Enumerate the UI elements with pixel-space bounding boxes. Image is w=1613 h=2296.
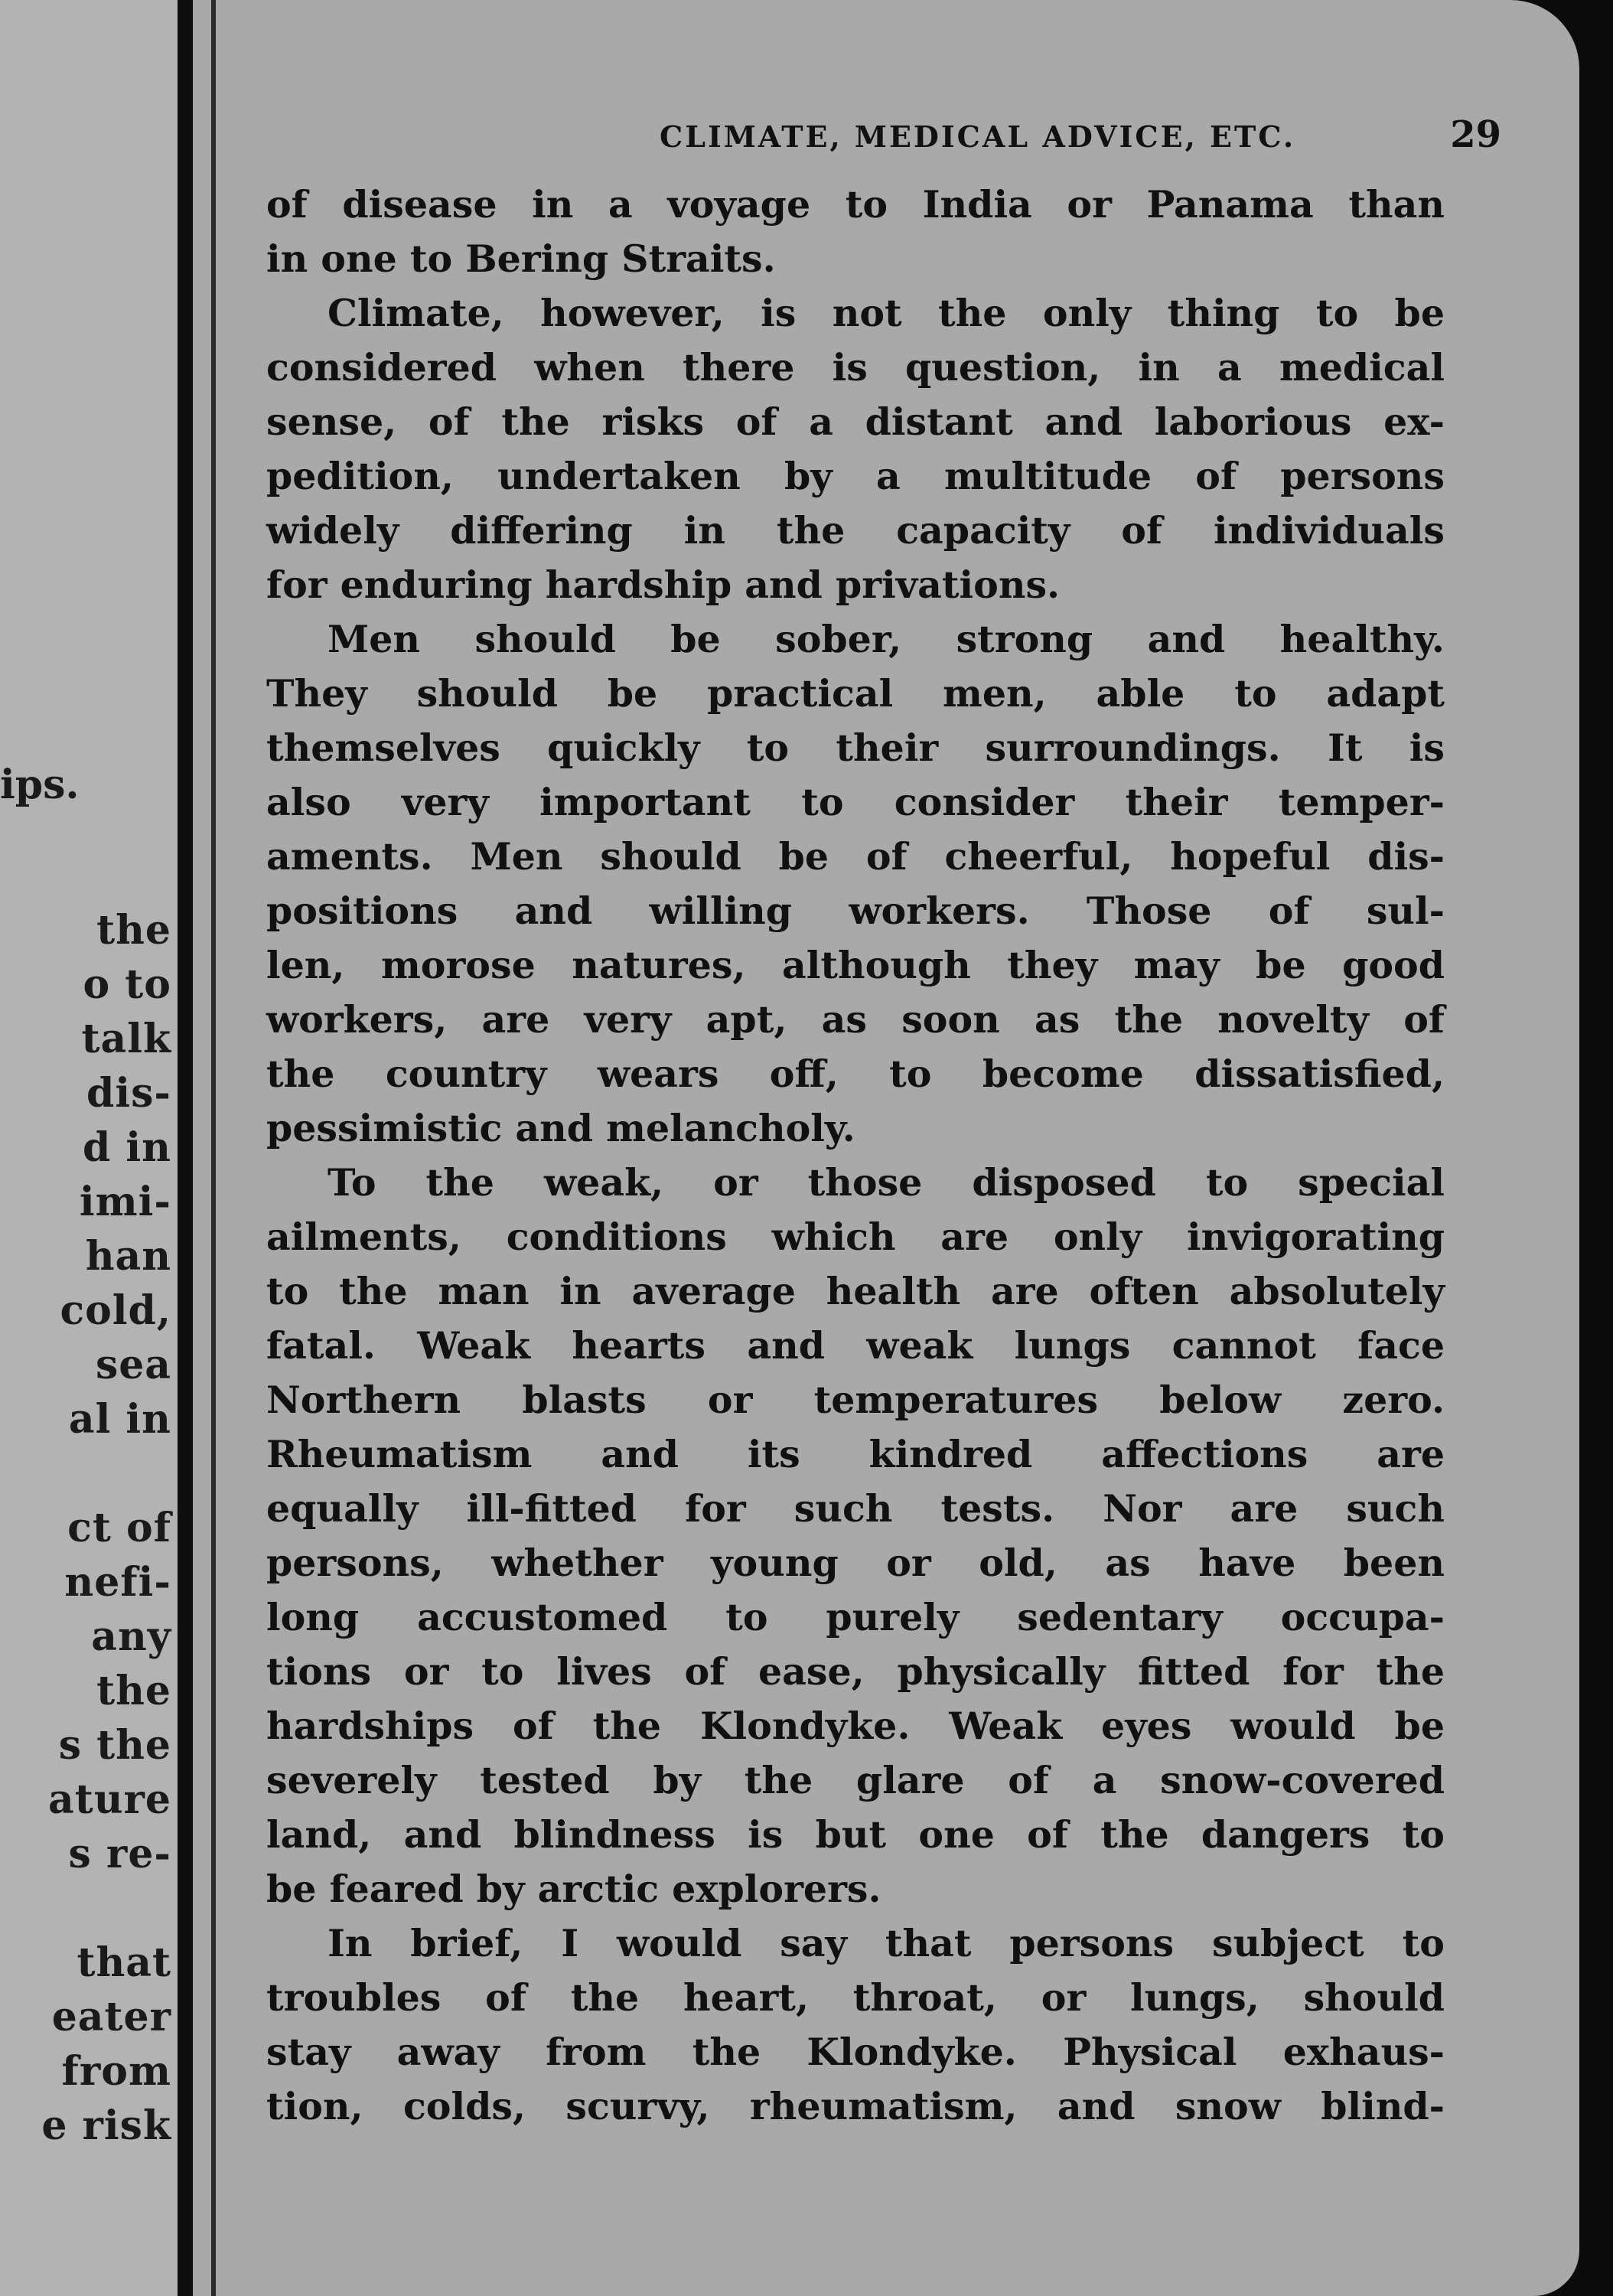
text-line: persons, whether young or old, as have been — [266, 1541, 1445, 1585]
previous-page-line: eater — [51, 1994, 171, 2040]
text-line: ailments, conditions which are only invigorating — [266, 1215, 1445, 1259]
text-line: be feared by arctic explorers. — [266, 1867, 881, 1911]
running-head — [461, 113, 1501, 156]
text-line: len, morose natures, although they may be good — [266, 943, 1445, 987]
text-line: aments. Men should be of cheerful, hopeful dis- — [266, 834, 1445, 879]
body-text — [266, 178, 1445, 2134]
previous-page-line: cold, — [60, 1287, 171, 1334]
previous-page-line: d in — [82, 1124, 171, 1171]
text-line: of disease in a voyage to India or Panama than — [266, 182, 1445, 227]
previous-page-line: nefi- — [64, 1559, 171, 1606]
previous-page-line: dis- — [86, 1070, 171, 1117]
text-line: positions and willing workers. Those of sul- — [266, 889, 1445, 933]
previous-page-line: e risk — [41, 2102, 171, 2149]
previous-page-line: the — [96, 907, 171, 954]
previous-page-heading-fragment: ips. — [0, 762, 80, 808]
paragraph — [266, 612, 1445, 1156]
previous-page-line: imi- — [79, 1179, 171, 1225]
text-line: fatal. Weak hearts and weak lungs cannot face — [266, 1323, 1445, 1368]
text-line: also very important to consider their temper- — [266, 780, 1445, 824]
previous-page-line: that — [77, 1939, 171, 1986]
text-line: considered when there is question, in a medical — [266, 345, 1445, 390]
previous-page-line: ature — [48, 1776, 171, 1823]
previous-page-line: o to — [83, 961, 171, 1008]
previous-page-line: sea — [95, 1342, 171, 1388]
text-line: In brief, I would say that persons subject to — [327, 1921, 1445, 1965]
text-line: tion, colds, scurvy, rheumatism, and snow blind- — [266, 2084, 1445, 2128]
text-line: hardships of the Klondyke. Weak eyes would be — [266, 1704, 1445, 1748]
previous-page-line: the — [96, 1668, 171, 1714]
page-number: 29 — [1450, 113, 1501, 156]
running-head-title: CLIMATE, MEDICAL ADVICE, ETC. — [660, 119, 1296, 154]
paragraph — [266, 286, 1445, 612]
text-line: in one to Bering Straits. — [266, 236, 776, 281]
text-line: stay away from the Klondyke. Physical exhaus- — [266, 2030, 1445, 2074]
paragraph — [266, 1156, 1445, 1916]
text-line: severely tested by the glare of a snow-covered — [266, 1758, 1445, 1802]
previous-page-line: ct of — [67, 1505, 171, 1551]
text-line: workers, are very apt, as soon as the novelty of — [266, 997, 1445, 1042]
text-line: long accustomed to purely sedentary occupa- — [266, 1595, 1445, 1639]
text-line: widely differing in the capacity of individuals — [266, 508, 1445, 553]
text-line: Northern blasts or temperatures below zero. — [266, 1378, 1445, 1422]
text-line: Men should be sober, strong and healthy. — [327, 617, 1445, 661]
page-29 — [193, 0, 1579, 2296]
previous-page-line: han — [85, 1233, 171, 1280]
text-line: tions or to lives of ease, physically fitted for the — [266, 1649, 1445, 1694]
text-line: the country wears off, to become dissatisfied, — [266, 1052, 1445, 1096]
text-line: Rheumatism and its kindred affections are — [266, 1432, 1445, 1476]
text-line: sense, of the risks of a distant and laborious ex- — [266, 400, 1445, 444]
page-edge-line — [211, 0, 216, 2296]
paragraph — [266, 178, 1445, 286]
text-line: troubles of the heart, throat, or lungs, should — [266, 1975, 1445, 2020]
text-line: themselves quickly to their surroundings. It is — [266, 726, 1445, 770]
text-line: To the weak, or those disposed to special — [327, 1160, 1445, 1205]
text-line: to the man in average health are often absolutely — [266, 1269, 1445, 1313]
text-line: for enduring hardship and privations. — [266, 563, 1061, 607]
text-line: equally ill-fitted for such tests. Nor are such — [266, 1486, 1445, 1531]
previous-page-fragment — [0, 0, 178, 2296]
previous-page-line: talk — [81, 1016, 171, 1062]
previous-page-line: s the — [58, 1722, 171, 1769]
previous-page-line: s re- — [68, 1831, 171, 1877]
paragraph — [266, 1916, 1445, 2134]
text-line: They should be practical men, able to adapt — [266, 671, 1445, 716]
text-line: Climate, however, is not the only thing to be — [327, 291, 1445, 335]
text-line: pedition, undertaken by a multitude of persons — [266, 454, 1445, 498]
previous-page-line: al in — [68, 1396, 171, 1443]
previous-page-line: from — [61, 2048, 171, 2095]
page-gutter — [178, 0, 193, 2296]
previous-page-line: any — [91, 1613, 171, 1660]
text-line: pessimistic and melancholy. — [266, 1106, 855, 1150]
text-line: land, and blindness is but one of the dangers to — [266, 1812, 1445, 1857]
